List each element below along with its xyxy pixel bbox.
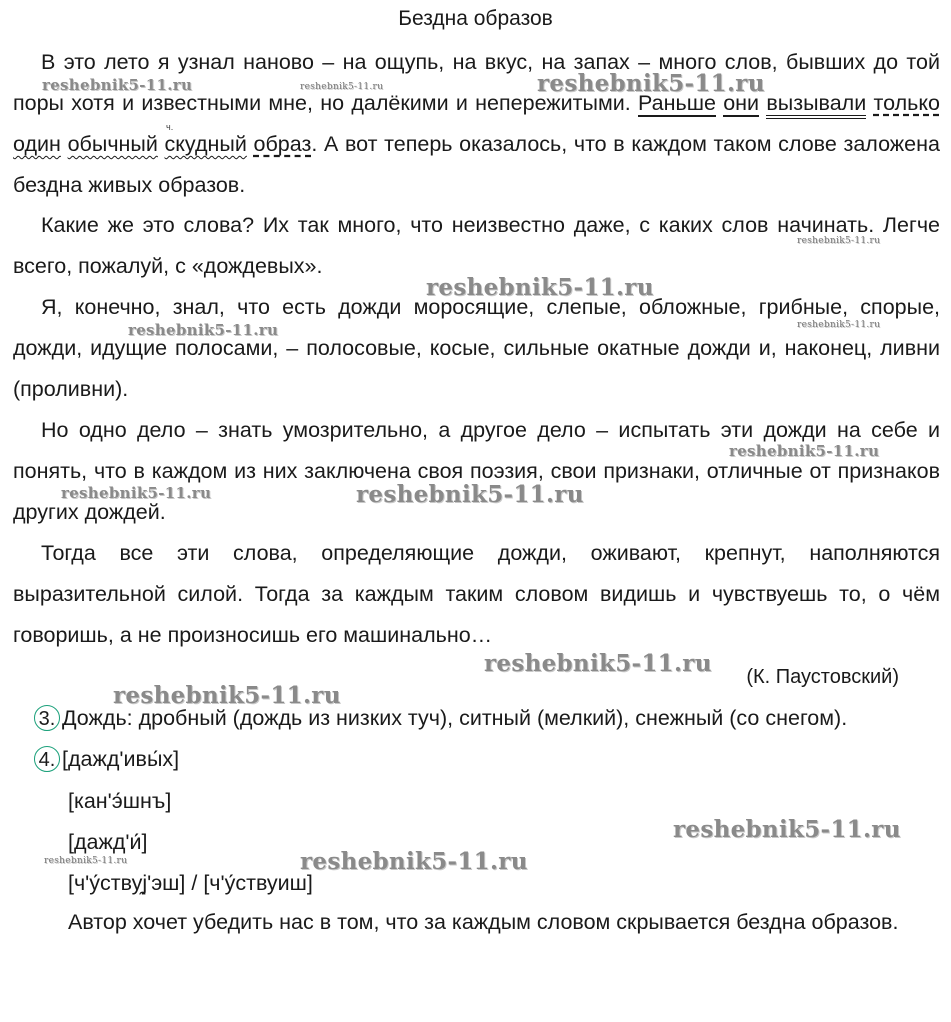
transcription-4: [ч'у́ству̯j'эш] / [ч'у́ствуиш] — [68, 871, 313, 895]
page-title: Бездна образов — [398, 7, 553, 30]
paragraph-4-text: Но одно дело – знать умозрительно, а другое дело – испытать эти дожди на себе и понять, что в каждом из них заключена своя поэзия, свои признаки, отличные от признаков других дождей. — [13, 418, 940, 524]
task-4 — [34, 745, 179, 773]
watermark: reshebnik5-11.ru — [113, 682, 341, 709]
underlined-word-adverb: только — [873, 91, 940, 115]
paragraph-3-text: Я, конечно, знал, что есть дожди моросящие, слепые, обложные, грибные, спорые, дожди, идущие полосами, – полосовые, косые, сильные окатные дожди и, наконец, ливни (проливни). — [13, 295, 940, 401]
task-3-text: Дождь: дробный (дождь из низких туч), ситный (мелкий), снежный (со снегом). — [62, 706, 848, 730]
task-4-number: 4. — [34, 746, 60, 772]
watermark: reshebnik5-11.ru — [61, 484, 212, 502]
underlined-word-obychny: обычный — [67, 132, 158, 156]
transcription-2: [кан'э́шнъ] — [68, 789, 172, 813]
paragraph-5-text: Тогда все эти слова, определяющие дожди, оживают, крепнут, наполняются выразительной силой. Тогда за каждым таким словом видишь и чувствуешь то, о чём говоришь, а не произносишь его машинально… — [13, 541, 940, 647]
task-4-conclusion — [13, 902, 940, 943]
underlined-word-predicate: вызывали — [766, 91, 866, 119]
paragraph-1-end: . А вот теперь оказалось, что в каждом таком слове заложена бездна живых образов. — [13, 132, 940, 197]
watermark: reshebnik5-11.ru — [300, 82, 384, 92]
watermark: reshebnik5-11.ru — [426, 274, 654, 301]
watermark: reshebnik5-11.ru — [42, 76, 193, 94]
underlined-word-odin: один — [13, 132, 61, 156]
underlined-word-skudny: скудный — [164, 132, 247, 156]
paragraph-1-text: В это лето я узнал наново – на ощупь, на вкус, на запах – много слов, бывших до той поры хотя и известными мне, но далёкими и непережитыми. — [13, 50, 940, 115]
paragraph-1 — [13, 42, 940, 206]
pencil-mark: ч. — [166, 122, 174, 132]
paragraph-4 — [13, 410, 940, 533]
transcription-1: [дажд'ивы́х] — [62, 747, 180, 771]
task-3-number: 3. — [34, 705, 60, 731]
underlined-word-subject: они — [723, 91, 760, 115]
watermark: reshebnik5-11.ru — [356, 481, 584, 508]
paragraph-5 — [13, 533, 940, 656]
paragraph-3 — [13, 287, 940, 410]
watermark: reshebnik5-11.ru — [537, 70, 765, 97]
author-signature: (К. Паустовский) — [746, 666, 899, 688]
watermark: reshebnik5-11.ru — [128, 321, 279, 339]
watermark: reshebnik5-11.ru — [729, 442, 880, 460]
underlined-word-subject-adverb: Раньше — [638, 91, 716, 115]
transcription-3: [дажд'и́] — [68, 830, 148, 854]
watermark: reshebnik5-11.ru — [673, 816, 901, 843]
task-4-conclusion-text: Автор хочет убедить нас в том, что за каждым словом скрывается бездна образов. — [68, 910, 899, 934]
watermark: reshebnik5-11.ru — [44, 856, 128, 866]
watermark: reshebnik5-11.ru — [484, 650, 712, 677]
watermark: reshebnik5-11.ru — [300, 848, 528, 875]
watermark: reshebnik5-11.ru — [797, 320, 881, 330]
watermark: reshebnik5-11.ru — [797, 236, 881, 246]
paragraph-2-text: Какие же это слова? Их так много, что неизвестно даже, с каких слов начинать. Легче всего, пожалуй, с «дождевых». — [13, 213, 940, 278]
underlined-word-object: образ — [253, 132, 312, 156]
